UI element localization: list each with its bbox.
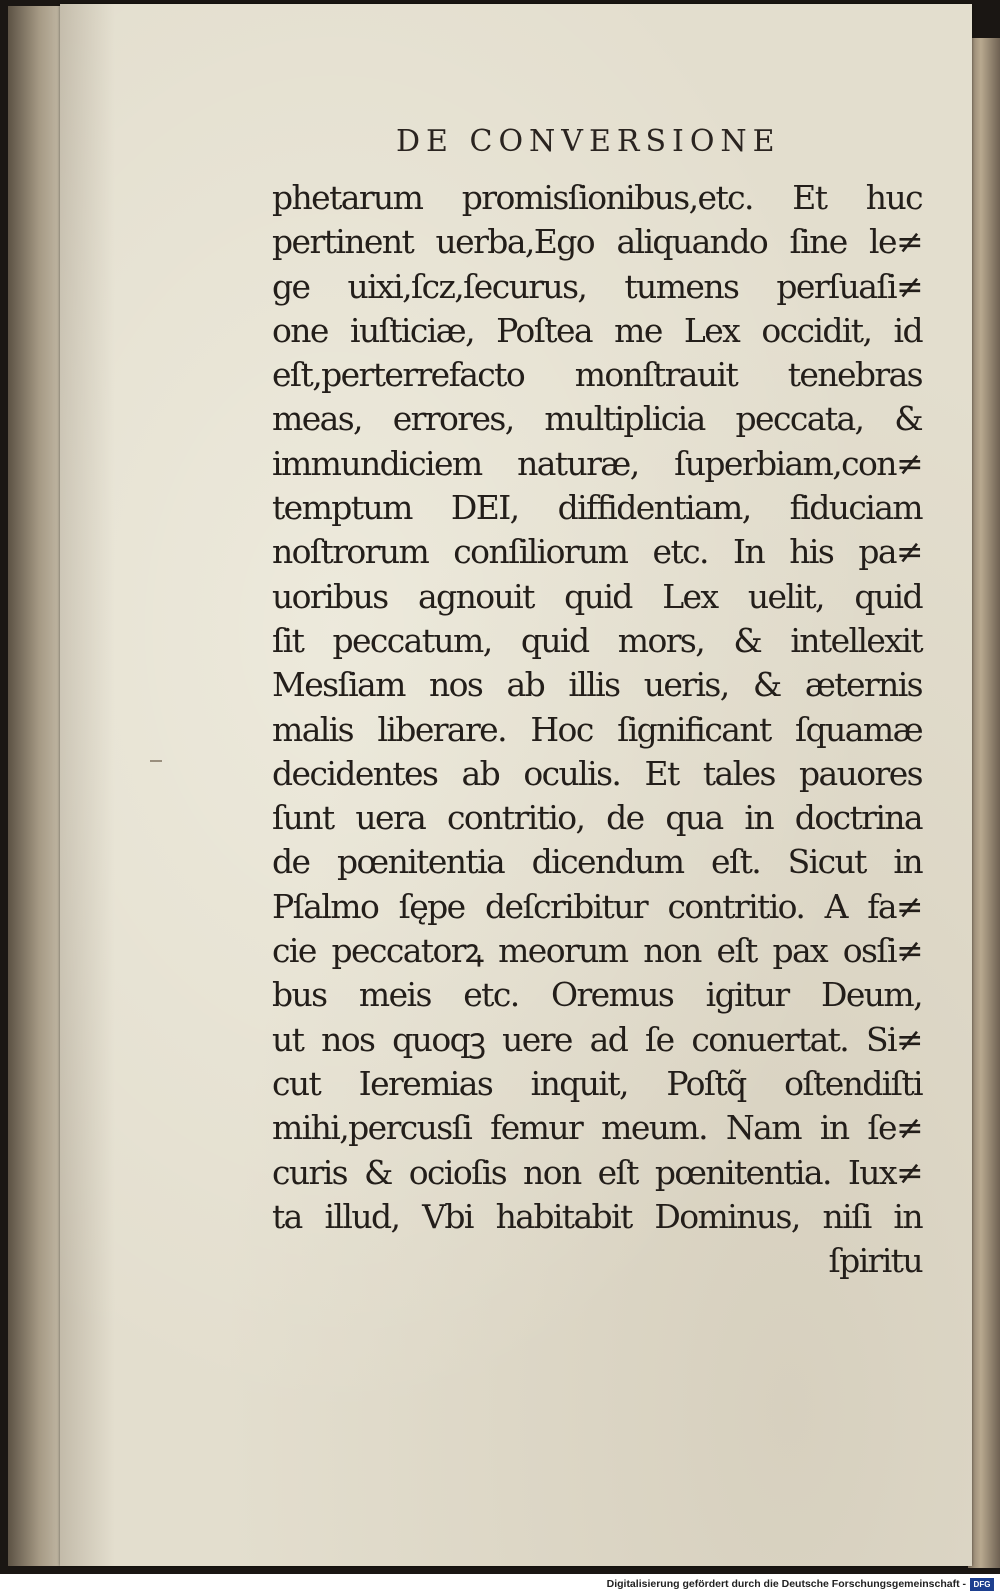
- book-board-edge: [968, 38, 1000, 1568]
- text-line: ut nos quoqꝫ uere ad ſe conuertat. Si≠: [272, 1019, 922, 1059]
- text-line: cie peccatorꝝ meorum non eſt pax osſi≠: [272, 931, 922, 971]
- text-line: pertinent uerba,Ego aliquando ſine le≠: [272, 222, 922, 262]
- catchword: ſpiritu: [828, 1241, 922, 1281]
- text-line: ſit peccatum, quid mors, & intellexit: [272, 620, 922, 660]
- text-line: Pſalmo ſępe deſcribitur contritio. A fa≠: [272, 886, 922, 926]
- funding-credit: Digitalisierung gefördert durch die Deutsche Forschungsgemeinschaft -: [606, 1578, 966, 1590]
- text-line: cut Ieremias inquit, Poſtq̃ oſtendiſti: [272, 1063, 922, 1103]
- text-line: ta illud, Vbi habitabit Dominus, niſi in: [272, 1196, 922, 1236]
- page-body-text: [272, 176, 922, 1283]
- text-line: phetarum promisſionibus,etc. Et huc: [272, 178, 922, 217]
- text-line: de pœnitentia dicendum eſt. Sicut in: [272, 842, 922, 882]
- text-line: eſt,perterrefacto monſtrauit tenebras: [272, 355, 922, 395]
- page-blemish: [150, 760, 162, 762]
- text-line: ge uixi,ſcz,ſecurus, tumens perſuaſi≠: [272, 266, 922, 306]
- text-line: immundiciem naturæ, ſuperbiam,con≠: [272, 443, 922, 483]
- text-line: mihi,percusſi femur meum. Nam in ſe≠: [272, 1108, 922, 1148]
- text-line: uoribus agnouit quid Lex uelit, quid: [272, 576, 922, 616]
- text-line: noſtrorum conſiliorum etc. In his pa≠: [272, 532, 922, 572]
- text-line: bus meis etc. Oremus igitur Deum,: [272, 975, 922, 1015]
- text-line: Mesſiam nos ab illis ueris, & æternis: [272, 665, 922, 705]
- text-line: curis & ocioſis non eſt pœnitentia. Iux≠: [272, 1152, 922, 1192]
- text-line: decidentes ab oculis. Et tales pauores: [272, 753, 922, 793]
- running-head: DE CONVERSIONE: [396, 124, 781, 159]
- text-line: ſunt uera contritio, de qua in doctrina: [272, 798, 922, 838]
- text-line: malis liberare. Hoc ſignificant ſquamæ: [272, 709, 922, 749]
- dfg-logo: DFG: [970, 1578, 994, 1591]
- text-line: one iuſticiæ, Poſtea me Lex occidit, id: [272, 310, 922, 350]
- text-line: meas, errores, multiplicia peccata, &: [272, 399, 922, 439]
- text-line: temptum DEI, diffidentiam, fiduciam: [272, 488, 922, 528]
